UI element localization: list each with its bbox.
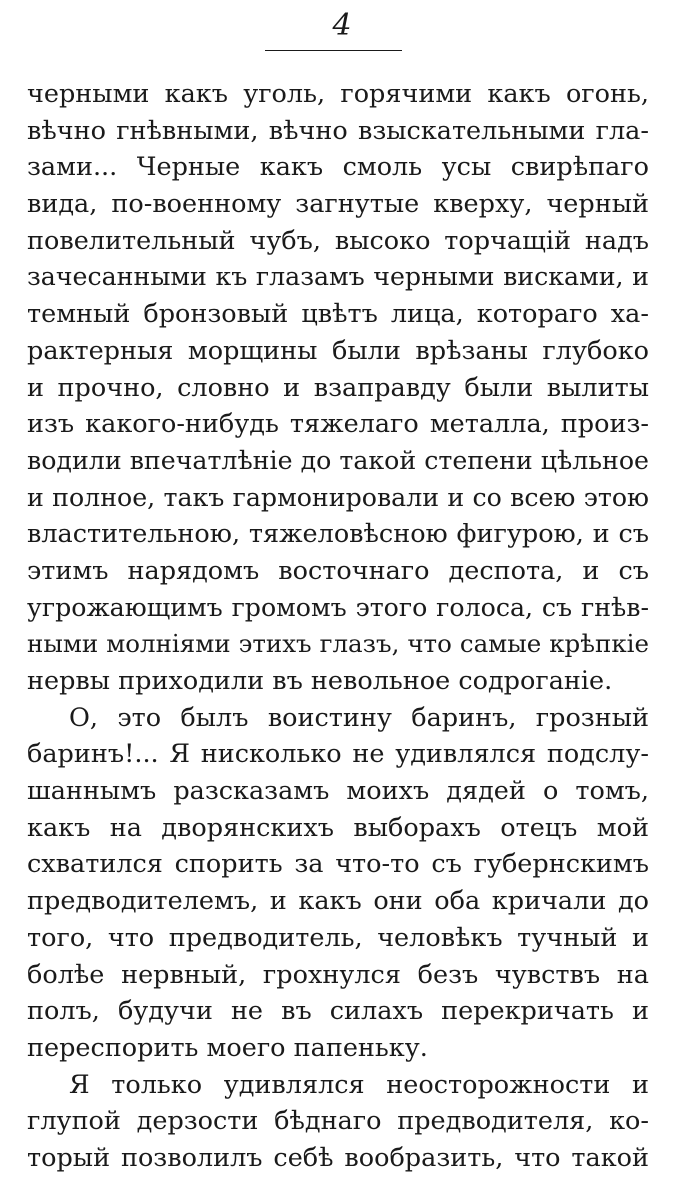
text-line: изъ какого-нибудь тяжелаго металла, произ- — [27, 409, 649, 440]
text-line: вида, по-военному загнутые кверху, черный — [27, 189, 649, 220]
text-line: шаннымъ разсказамъ моихъ дядей о томъ, — [27, 776, 649, 807]
paragraph-3 — [27, 1067, 649, 1177]
text-line: болѣе нервный, грохнулся безъ чувствъ на — [27, 959, 649, 990]
text-line: и прочно, словно и взаправду были вылиты — [27, 372, 649, 403]
text-line: черными какъ уголь, горячими какъ огонь, — [27, 79, 649, 109]
text-line: схватился спорить за что-то съ губернскимъ — [27, 849, 649, 880]
header-rule — [265, 50, 402, 51]
text-line: властительною, тяжеловѣсною фигурою, и съ — [27, 519, 649, 550]
text-line: вѣчно гнѣвными, вѣчно взыскательными гла- — [27, 115, 649, 146]
text-line: и полное, такъ гармонировали и со всею этою — [27, 482, 649, 512]
paragraph-1 — [27, 76, 649, 700]
text-line: ными молніями этихъ глазъ, что самые крѣпкіе — [27, 629, 649, 659]
page-number: 4 — [332, 8, 352, 43]
text-line: того, что предводитель, человѣкъ тучный и — [27, 922, 649, 953]
body-text — [27, 76, 649, 1177]
text-line: водили впечатлѣніе до такой степени цѣльное — [27, 445, 649, 475]
text-line: О, это былъ воистину баринъ, грозный — [69, 702, 649, 733]
text-line: нервы приходили въ невольное содроганіе. — [27, 666, 613, 696]
text-line: повелительный чубъ, высоко торчащій надъ — [27, 225, 649, 256]
text-line: Я только удивлялся неосторожности и — [69, 1069, 649, 1100]
text-line: глупой дерзости бѣднаго предводителя, ко- — [27, 1106, 649, 1137]
text-line: какъ на дворянскихъ выборахъ отецъ мой — [27, 812, 649, 843]
text-line: рактерныя морщины были врѣзаны глубоко — [27, 335, 649, 366]
text-line: зами... Черные какъ смоль усы свирѣпаго — [27, 152, 649, 183]
text-line: этимъ нарядомъ восточнаго деспота, и съ — [27, 555, 649, 586]
text-line: полъ, будучи не въ силахъ перекричать и — [27, 996, 649, 1027]
text-line: предводителемъ, и какъ они оба кричали до — [27, 886, 649, 917]
text-line: темный бронзовый цвѣтъ лица, котораго ха- — [27, 299, 649, 330]
text-line: баринъ!... Я нисколько не удивлялся подслу- — [27, 739, 649, 770]
text-line: переспорить моего папеньку. — [27, 1032, 428, 1063]
text-line: угрожающимъ громомъ этого голоса, съ гнѣв- — [27, 592, 649, 622]
text-line: торый позволилъ себѣ вообразить, что такой — [27, 1142, 649, 1173]
paragraph-2 — [27, 700, 649, 1067]
text-line: зачесанными къ глазамъ черными висками, и — [27, 262, 649, 292]
